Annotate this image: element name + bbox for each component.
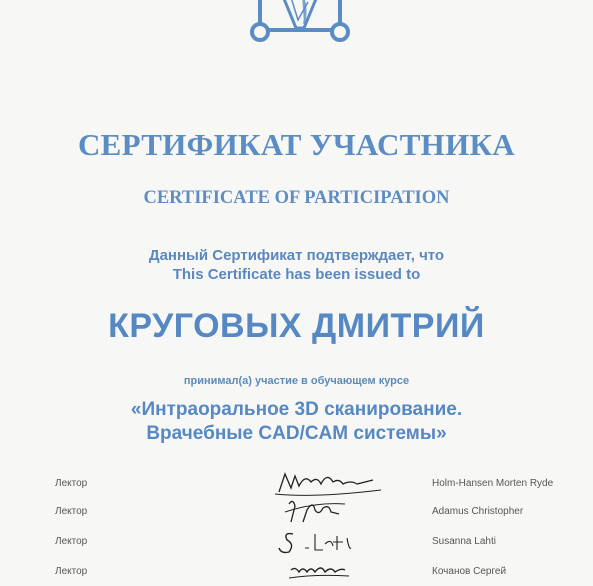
lecturer-label: Лектор — [55, 506, 88, 517]
handwritten-signature — [265, 468, 385, 498]
lecturer-row — [0, 556, 593, 586]
certificate-title-en: CERTIFICATE OF PARTICIPATION — [143, 188, 450, 208]
tooth-network-logo-icon — [238, 0, 362, 50]
lecturer-name: Susanna Lahti — [432, 536, 496, 547]
confirmation-text — [0, 246, 593, 284]
course-title-line-1: «Интраоральное 3D сканирование. — [130, 399, 463, 420]
course-title-line-2: Врачебные CAD/CAM системы» — [146, 423, 447, 444]
course-title — [0, 398, 593, 446]
lecturer-row — [0, 526, 593, 556]
confirmation-text-ru: Данный Сертификат подтверждает, что — [148, 247, 445, 264]
certificate-title-ru: СЕРТИФИКАТ УЧАСТНИКА — [78, 127, 515, 162]
lecturer-row — [0, 468, 593, 498]
handwritten-signature — [265, 496, 385, 526]
lecturer-name: Holm-Hansen Morten Ryde — [432, 478, 554, 489]
lecturer-row — [0, 496, 593, 526]
lecturer-label: Лектор — [55, 566, 88, 577]
attended-text: принимал(а) участие в обучающем курсе — [183, 375, 410, 387]
lecturer-label: Лектор — [55, 536, 88, 547]
recipient-name: КРУГОВЫХ ДМИТРИЙ — [108, 307, 485, 345]
handwritten-signature — [265, 526, 385, 556]
lecturer-label: Лектор — [55, 478, 88, 489]
lecturer-name: Кочанов Сергей — [432, 566, 507, 577]
handwritten-signature — [265, 556, 385, 586]
lecturer-name: Adamus Christopher — [432, 506, 524, 517]
confirmation-text-en: This Certificate has been issued to — [172, 266, 421, 283]
